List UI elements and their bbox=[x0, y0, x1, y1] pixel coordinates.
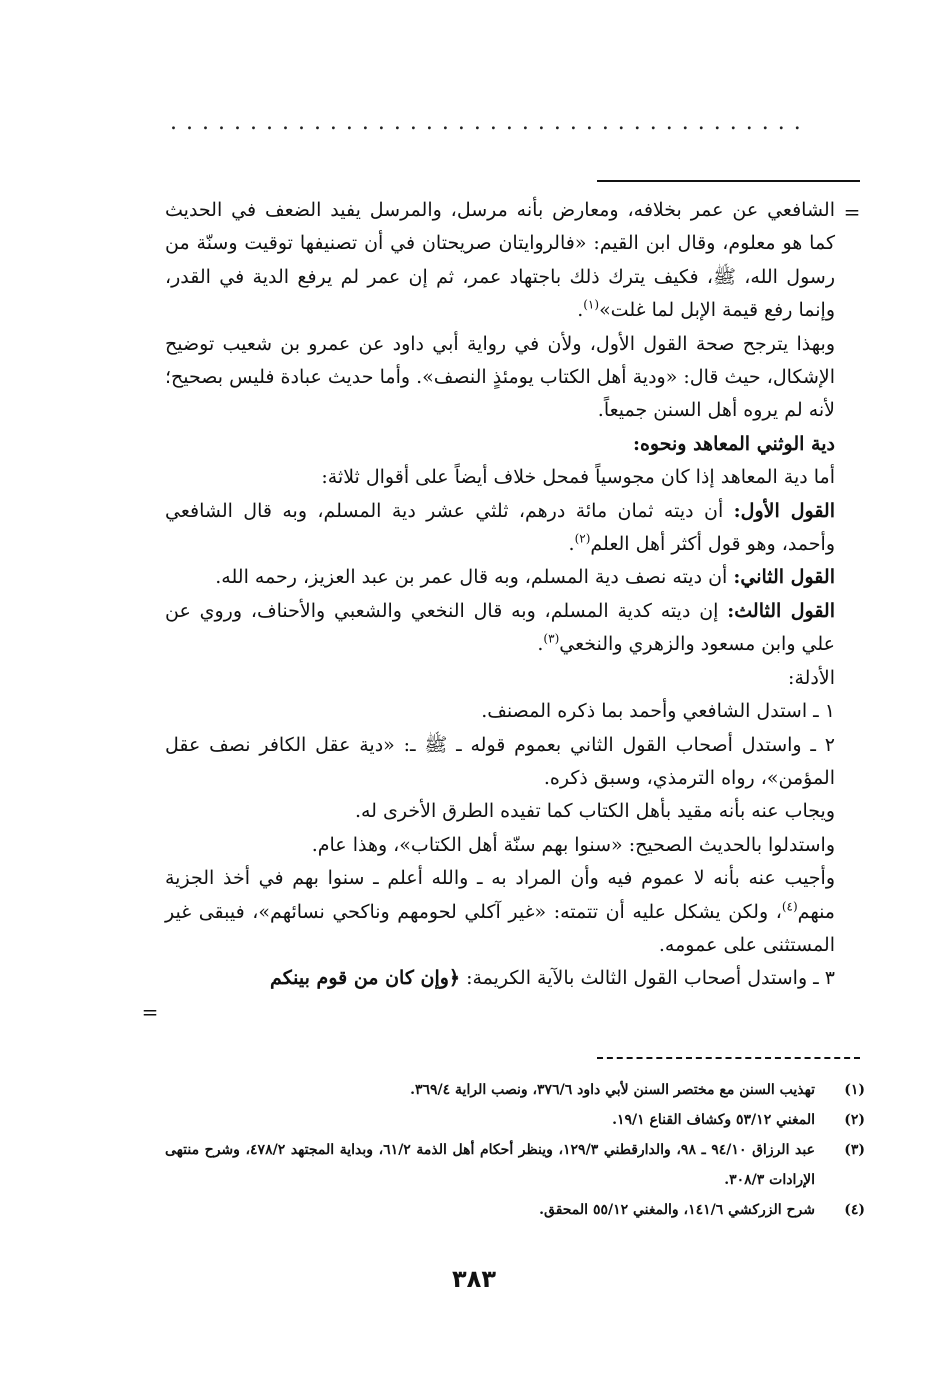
footnote-ref[interactable]: (١) bbox=[583, 297, 600, 312]
opinion-label: القول الثالث: bbox=[727, 599, 835, 622]
footnote-item bbox=[165, 1075, 865, 1105]
footnote-ref[interactable]: (٤) bbox=[781, 899, 798, 914]
header-dotted-line: ........................................ bbox=[170, 110, 810, 130]
footnote-text: تهذيب السنن مع مختصر السنن لأبي داود ٣٧٦/٦، ونصب الراية ٣٦٩/٤. bbox=[410, 1082, 815, 1098]
main-text bbox=[165, 194, 835, 996]
footnote-number: (٢) bbox=[844, 1112, 865, 1128]
opinion-text: أن ديته ثمان مائة درهم، ثلثي عشر دية المسلم، وبه قال الشافعي وأحمد، وهو قول أكثر أهل العلم bbox=[165, 499, 835, 556]
evidence-heading: الأدلة: bbox=[788, 666, 835, 689]
opinion-text: إن ديته كدية المسلم، وبه قال النخعي والشعبي والأحناف، وروي عن علي وابن مسعود والزهري والنخعي bbox=[165, 599, 835, 656]
footnote-text: المغني ٥٣/١٢ وكشاف القناع ١٩/١. bbox=[612, 1112, 815, 1128]
paragraph-conclusion: وبهذا يترجح صحة القول الأول، ولأن في رواية أبي داود عن عمرو بن شعيب توضيح الإشكال، حيث قال: «ودية أهل الكتاب يومئذٍ النصف». وأما حديث عبادة فليس بصحيح؛ لأنه لم يروه أهل السنن جميعاً. bbox=[165, 332, 835, 422]
footnote-text: شرح الزركشي ١٤١/٦، والمغني ٥٥/١٢ المحقق. bbox=[539, 1202, 815, 1218]
opinion-third bbox=[165, 595, 835, 662]
footnote-separator bbox=[597, 1057, 860, 1059]
paragraph-text: وأجيب عنه بأنه لا عموم فيه وأن المراد به ـ والله أعلم ـ سنوا بهم في أخذ الجزية منهم bbox=[165, 867, 835, 923]
paragraph-text: ٣ ـ واستدل أصحاب القول الثالث بالآية الكريمة: bbox=[460, 967, 835, 990]
opinion-second bbox=[165, 561, 835, 594]
punctuation: . bbox=[537, 633, 544, 656]
evidence-reply-2 bbox=[165, 862, 835, 962]
evidence-reply: ويجاب عنه بأنه مقيد بأهل الكتاب كما تفيده الطرق الأخرى له. bbox=[354, 800, 835, 823]
footnote-item bbox=[165, 1195, 865, 1225]
footnote-item bbox=[165, 1135, 865, 1195]
punctuation: . bbox=[577, 299, 584, 322]
footnote-number: (٤) bbox=[844, 1202, 865, 1218]
evidence-item-1: ١ ـ استدل الشافعي وأحمد بما ذكره المصنف. bbox=[481, 700, 835, 723]
section-heading: دية الوثني المعاهد ونحوه: bbox=[632, 432, 835, 455]
page-number: ٣٨٣ bbox=[452, 1265, 496, 1293]
continuation-mark-start: = bbox=[843, 200, 861, 224]
continuation-rule bbox=[597, 180, 860, 182]
paragraph-hadith-discussion bbox=[165, 194, 835, 328]
footnote-text: عبد الرزاق ٩٤/١٠ ـ ٩٨، والدارقطني ١٢٩/٣، وينظر أحكام أهل الذمة ٦١/٢، وبداية المجتهد ٤٧٨/٢، وشرح منتهى الإرادات ٣٠٨/٣. bbox=[165, 1142, 815, 1188]
paragraph-intro: أما دية المعاهد إذا كان مجوسياً فمحل خلاف أيضاً على أقوال ثلاثة: bbox=[321, 466, 835, 489]
footnote-ref[interactable]: (٢) bbox=[574, 531, 591, 546]
paragraph-text: ، ولكن يشكل عليه أن تتمته: «غير آكلي لحومهم وناكحي نسائهم»، فيبقى غير المستثنى على عمومه. bbox=[165, 900, 835, 956]
continuation-mark-end: = bbox=[141, 1000, 159, 1024]
footnote-item bbox=[165, 1105, 865, 1135]
opinion-text: أن ديته نصف دية المسلم، وبه قال عمر بن عبد العزيز، رحمه الله. bbox=[215, 566, 734, 589]
evidence-hadith: واستدلوا بالحديث الصحيح: «سنوا بهم سنّة أهل الكتاب»، وهذا عام. bbox=[311, 833, 835, 856]
quran-verse: ﴿وإن كان من قوم بينكم bbox=[270, 967, 461, 990]
footnote-number: (٣) bbox=[844, 1142, 865, 1158]
evidence-item-3 bbox=[165, 962, 835, 995]
footnotes bbox=[165, 1075, 865, 1225]
opinion-first bbox=[165, 495, 835, 562]
paragraph-text: الشافعي عن عمر بخلافه، ومعارض بأنه مرسل، والمرسل يفيد الضعف في الحديث كما هو معلوم، وقال ابن القيم: «فالروايتان صريحتان في أن تصنيفها توقيت وسنّة من رسول الله، ﷺ، فكيف يترك ذلك باجتهاد عمر، ثم إن عمر لم يرفع الدية في القدر، وإنما رفع قيمة الإبل لما غلت» bbox=[165, 199, 835, 322]
footnote-ref[interactable]: (٣) bbox=[543, 631, 560, 646]
opinion-label: القول الأول: bbox=[733, 499, 835, 522]
footnote-number: (١) bbox=[844, 1082, 865, 1098]
opinion-label: القول الثاني: bbox=[733, 566, 835, 589]
punctuation: . bbox=[568, 533, 575, 556]
evidence-item-2: ٢ ـ واستدل أصحاب القول الثاني بعموم قوله ـ ﷺ ـ: «دية عقل الكافر نصف عقل المؤمن»، رواه الترمذي، وسبق ذكره. bbox=[165, 733, 835, 789]
